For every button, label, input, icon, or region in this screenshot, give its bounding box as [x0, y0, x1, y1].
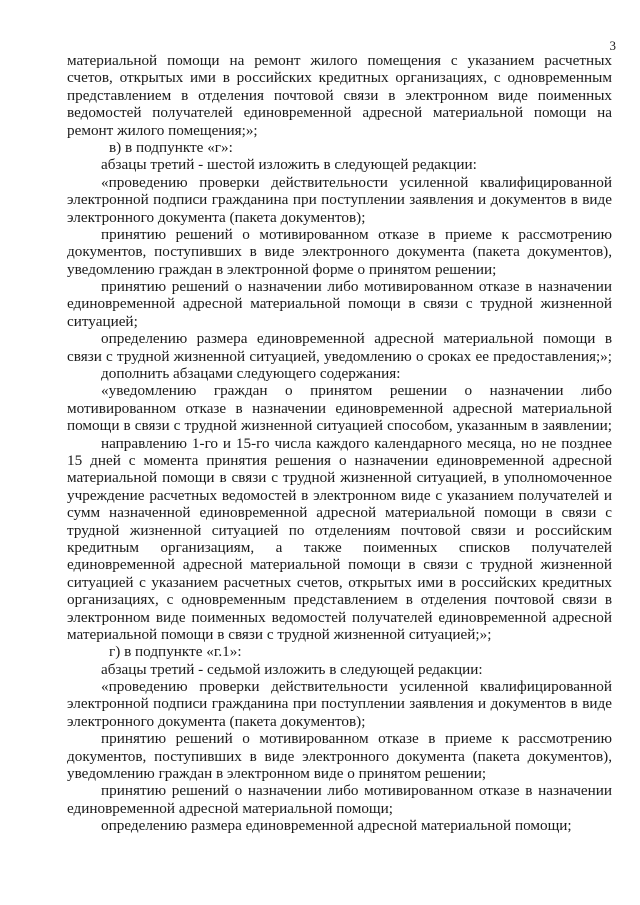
page-number: 3	[609, 38, 616, 53]
text-line: материальной помощи в связи с трудной жизненной ситуацией;»;	[67, 625, 492, 643]
text-line: учреждение расчетных ведомостей в электронном виде с указанием получателей и	[67, 486, 612, 504]
text-line: мотивированном отказе в назначении единовременной адресной материальной	[67, 399, 612, 417]
text-line: документов, поступивших в виде электронного документа (пакета документов),	[67, 243, 612, 261]
text-line: 15 дней с момента принятия решения о назначении единовременной адресной	[67, 451, 612, 469]
text-line: «проведению проверки действительности усиленной квалифицированной	[101, 173, 612, 191]
text-line: уведомлению граждан в электронной форме о принятом решении;	[67, 260, 497, 278]
text-line: принятию решений о мотивированном отказе в приеме к рассмотрению	[101, 730, 612, 748]
text-line: трудной жизненной ситуацией по отделениям почтовой связи и российским	[67, 521, 612, 539]
text-line: единовременной адресной материальной помощи в связи с трудной жизненной	[67, 556, 612, 574]
text-line: материальной помощи в связи с трудной жизненной ситуацией, в уполномоченное	[67, 469, 612, 487]
text-line: абзацы третий - седьмой изложить в следующей редакции:	[101, 660, 483, 678]
text-line: организациях, с одновременным представлением в отделения почтовой связи в	[67, 591, 612, 609]
text-line: ситуацией с указанием расчетных счетов, открытых ими в российских кредитных	[67, 573, 612, 591]
document-body	[67, 52, 612, 835]
text-line: определению размера единовременной адресной материальной помощи в	[101, 330, 612, 348]
text-line: единовременной адресной материальной помощи;	[67, 799, 393, 817]
text-line: кредитным организациям, а также поименных списков получателей	[67, 538, 612, 556]
text-line: абзацы третий - шестой изложить в следующей редакции:	[101, 156, 477, 174]
text-line: «уведомлению граждан о принятом решении о назначении либо	[101, 382, 612, 400]
text-line: направлению 1-го и 15-го числа каждого календарного месяца, но не позднее	[101, 434, 612, 452]
text-line: документов, поступивших в виде электронного документа (пакета документов),	[67, 747, 612, 765]
text-line: электронном виде поименных ведомостей получателей единовременной адресной	[67, 608, 612, 626]
text-line: ведомостей получателей единовременной адресной материальной помощи на	[67, 104, 612, 122]
text-line: связи с трудной жизненной ситуацией, уведомлению о сроках ее предоставления;»;	[67, 347, 612, 365]
text-line: счетов, открытых ими в российских кредитных организациях, с одновременным	[67, 69, 612, 87]
text-line: в) в подпункте «г»:	[109, 138, 233, 156]
text-line: электронной подписи гражданина при поступлении заявления и документов в виде	[67, 695, 612, 713]
text-line: представлением в отделения почтовой связи в электронном виде поименных	[67, 86, 612, 104]
text-line: принятию решений о мотивированном отказе в приеме к рассмотрению	[101, 225, 612, 243]
text-line: единовременной адресной материальной помощи в связи с трудной жизненной	[67, 295, 612, 313]
text-line: электронной подписи гражданина при поступлении заявления и документов в виде	[67, 191, 612, 209]
text-line: ситуацией;	[67, 312, 138, 330]
text-line: принятию решений о назначении либо мотивированном отказе в назначении	[101, 782, 612, 800]
text-line: «проведению проверки действительности усиленной квалифицированной	[101, 678, 612, 696]
text-line: сумм назначенной единовременной адресной материальной помощи в связи с	[67, 504, 612, 522]
text-line: помощи в связи с трудной жизненной ситуацией способом, указанным в заявлении;	[67, 417, 612, 435]
text-line: г) в подпункте «г.1»:	[109, 643, 242, 661]
text-line: материальной помощи на ремонт жилого помещения с указанием расчетных	[67, 52, 612, 69]
text-line: электронного документа (пакета документов);	[67, 208, 366, 226]
text-line: определению размера единовременной адресной материальной помощи;	[101, 817, 572, 835]
text-line: принятию решений о назначении либо мотивированном отказе в назначении	[101, 278, 612, 296]
text-line: дополнить абзацами следующего содержания:	[101, 365, 401, 383]
text-line: ремонт жилого помещения;»;	[67, 121, 258, 139]
text-line: уведомлению граждан в электронном виде о принятом решении;	[67, 765, 487, 783]
text-line: электронного документа (пакета документов);	[67, 712, 366, 730]
